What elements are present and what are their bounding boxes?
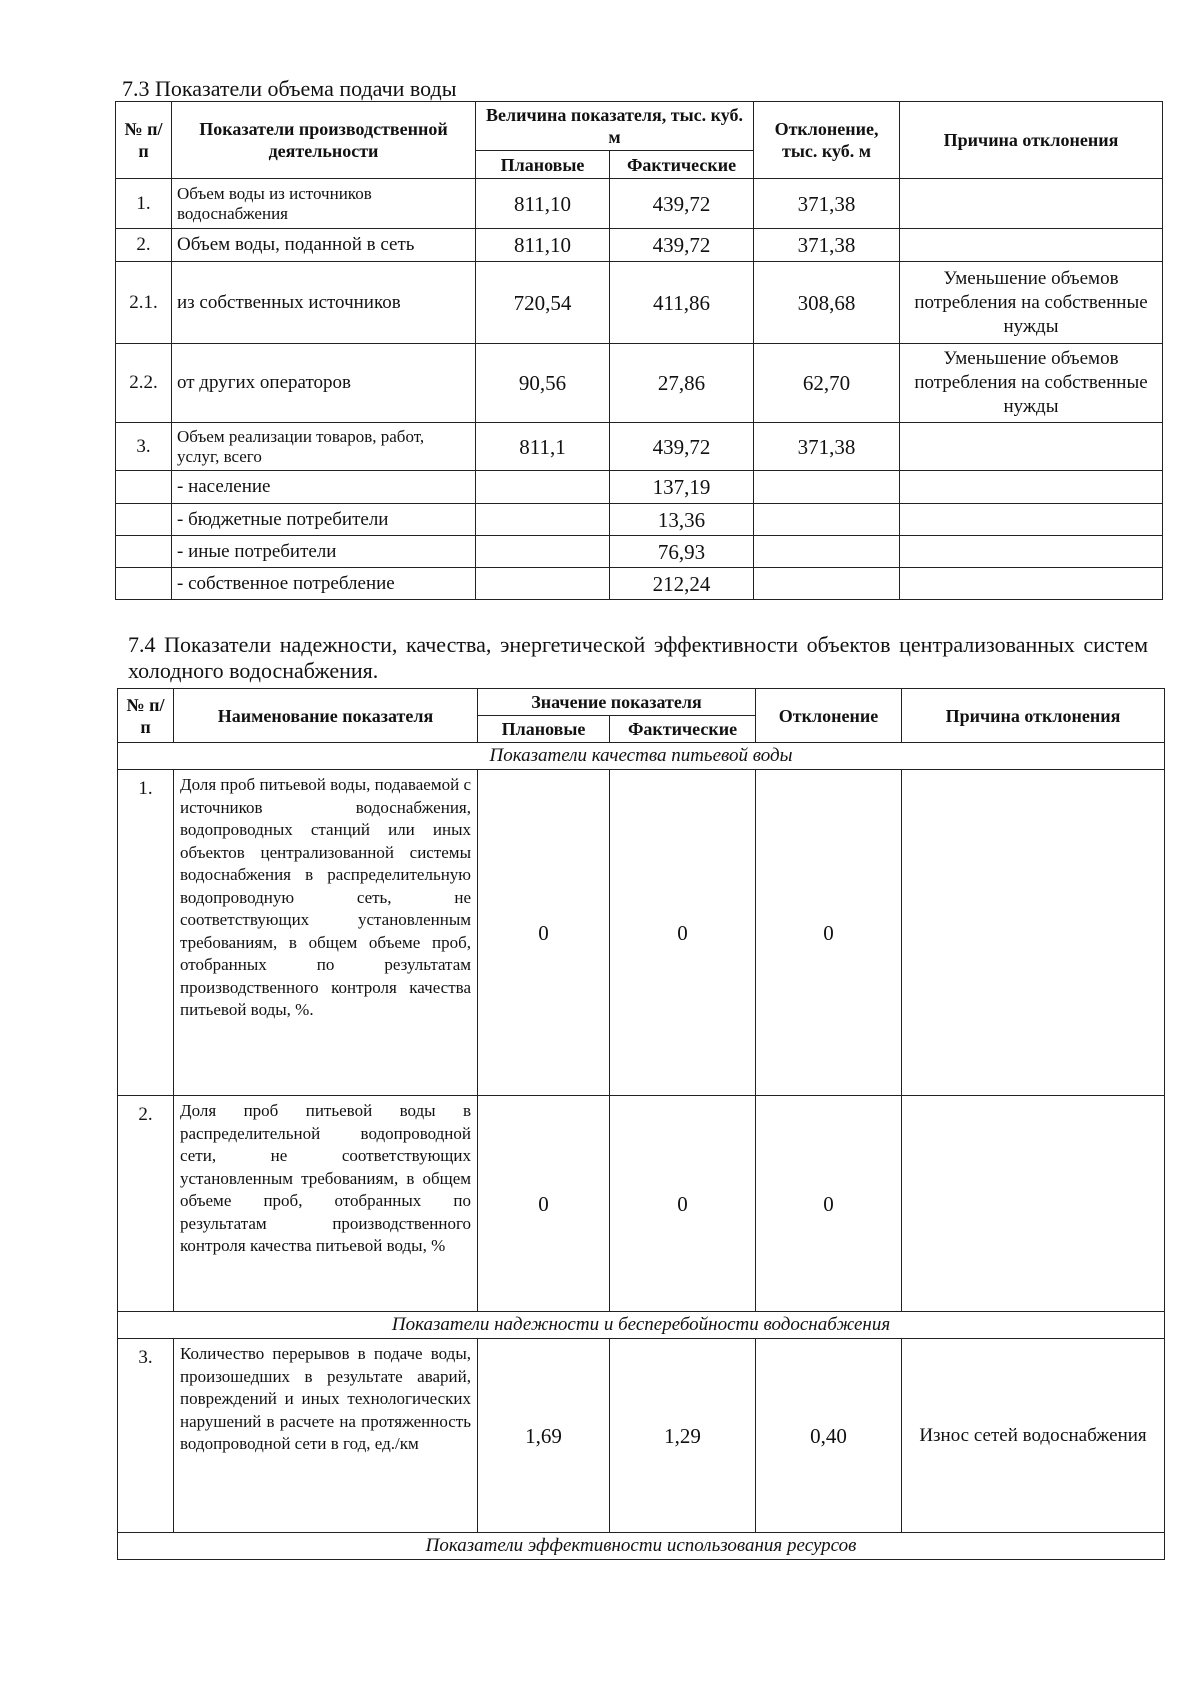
actual-value: 1,29 [610, 1339, 756, 1533]
reason-cell [900, 504, 1163, 536]
table-row [116, 471, 1163, 504]
actual-value: 0 [610, 1096, 756, 1312]
table-row [116, 229, 1163, 262]
header-num: № п/п [118, 689, 174, 743]
deviation-value [754, 504, 900, 536]
reason-cell [900, 536, 1163, 568]
planned-value [476, 568, 610, 600]
header-indicator: Показатели производственной деятельности [172, 102, 476, 179]
row-num: 2.2. [116, 344, 172, 423]
header-planned: Плановые [476, 151, 610, 179]
actual-value: 0 [610, 770, 756, 1096]
table-row [116, 262, 1163, 344]
reason-cell [902, 770, 1165, 1096]
deviation-value: 0,40 [756, 1339, 902, 1533]
deviation-value [754, 471, 900, 504]
table-row [118, 1339, 1165, 1533]
band-quality: Показатели качества питьевой воды [118, 743, 1165, 770]
row-name: из собственных источников [172, 262, 476, 344]
planned-value: 0 [478, 770, 610, 1096]
table-row [116, 344, 1163, 423]
header-reason: Причина отклонения [900, 102, 1163, 179]
deviation-value [754, 568, 900, 600]
planned-value [476, 504, 610, 536]
actual-value: 439,72 [610, 229, 754, 262]
header-deviation: Отклонение [756, 689, 902, 743]
section-7-4-title: 7.4 Показатели надежности, качества, энергетической эффективности объектов централизованных систем холодного водоснабжения. [128, 632, 1148, 683]
row-name: - иные потребители [172, 536, 476, 568]
actual-value: 27,86 [610, 344, 754, 423]
deviation-value: 0 [756, 1096, 902, 1312]
deviation-value [754, 536, 900, 568]
reason-cell [900, 423, 1163, 471]
row-num: 2.1. [116, 262, 172, 344]
header-planned: Плановые [478, 716, 610, 743]
table-row [118, 1096, 1165, 1312]
header-name: Наименование показателя [174, 689, 478, 743]
section-7-3-title: 7.3 Показатели объема подачи воды [122, 76, 457, 101]
band-efficiency: Показатели эффективности использования ресурсов [118, 1533, 1165, 1560]
row-num: 2. [116, 229, 172, 262]
planned-value: 811,10 [476, 229, 610, 262]
table-row [116, 423, 1163, 471]
reliability-quality-table [117, 688, 1165, 1560]
row-name: Доля проб питьевой воды в распределительной водопроводной сети, не соответствующих установленным требованиям, в общем объеме проб, отобранных по результатам производственного контроля качества питьевой воды, % [174, 1096, 478, 1312]
row-num [116, 471, 172, 504]
actual-value: 212,24 [610, 568, 754, 600]
planned-value: 720,54 [476, 262, 610, 344]
deviation-value: 371,38 [754, 423, 900, 471]
row-num [116, 536, 172, 568]
reason-cell [902, 1096, 1165, 1312]
deviation-value: 371,38 [754, 179, 900, 229]
planned-value: 811,10 [476, 179, 610, 229]
header-num: № п/п [116, 102, 172, 179]
actual-value: 411,86 [610, 262, 754, 344]
planned-value: 811,1 [476, 423, 610, 471]
reason-cell: Уменьшение объемов потребления на собственные нужды [900, 262, 1163, 344]
planned-value: 0 [478, 1096, 610, 1312]
reason-cell [900, 179, 1163, 229]
row-name: от других операторов [172, 344, 476, 423]
row-num: 2. [118, 1096, 174, 1312]
row-name: - собственное потребление [172, 568, 476, 600]
header-actual: Фактические [610, 716, 756, 743]
planned-value: 90,56 [476, 344, 610, 423]
deviation-value: 308,68 [754, 262, 900, 344]
planned-value: 1,69 [478, 1339, 610, 1533]
table-row [116, 536, 1163, 568]
table-row [116, 568, 1163, 600]
table-row [118, 770, 1165, 1096]
row-num: 1. [116, 179, 172, 229]
table-row [116, 179, 1163, 229]
row-name: Объем воды из источников водоснабжения [172, 179, 476, 229]
row-num: 3. [116, 423, 172, 471]
row-num [116, 568, 172, 600]
planned-value [476, 471, 610, 504]
row-name: Доля проб питьевой воды, подаваемой с источников водоснабжения, водопроводных станций или иных объектов централизованной системы водоснабжения в распределительную водопроводную сеть, не соответствующих установленным требованиям, в общем объеме проб, отобранных по результатам производственного контроля качества питьевой воды, %. [174, 770, 478, 1096]
row-num [116, 504, 172, 536]
header-value: Величина показателя, тыс. куб. м [476, 102, 754, 151]
water-supply-volume-table [115, 101, 1163, 600]
row-num: 3. [118, 1339, 174, 1533]
planned-value [476, 536, 610, 568]
header-actual: Фактические [610, 151, 754, 179]
row-name: Количество перерывов в подаче воды, произошедших в результате аварий, повреждений и иных технологических нарушений в расчете на протяженность водопроводной сети в год, ед./км [174, 1339, 478, 1533]
row-name: - население [172, 471, 476, 504]
header-reason: Причина отклонения [902, 689, 1165, 743]
reason-cell: Износ сетей водоснабжения [902, 1339, 1165, 1533]
actual-value: 76,93 [610, 536, 754, 568]
actual-value: 439,72 [610, 179, 754, 229]
reason-cell [900, 568, 1163, 600]
row-num: 1. [118, 770, 174, 1096]
actual-value: 439,72 [610, 423, 754, 471]
deviation-value: 371,38 [754, 229, 900, 262]
header-deviation: Отклонение, тыс. куб. м [754, 102, 900, 179]
deviation-value: 62,70 [754, 344, 900, 423]
deviation-value: 0 [756, 770, 902, 1096]
actual-value: 13,36 [610, 504, 754, 536]
table-row [116, 504, 1163, 536]
reason-cell: Уменьшение объемов потребления на собственные нужды [900, 344, 1163, 423]
row-name: Объем реализации товаров, работ, услуг, всего [172, 423, 476, 471]
reason-cell [900, 471, 1163, 504]
band-reliability: Показатели надежности и бесперебойности водоснабжения [118, 1312, 1165, 1339]
actual-value: 137,19 [610, 471, 754, 504]
reason-cell [900, 229, 1163, 262]
header-value: Значение показателя [478, 689, 756, 716]
row-name: Объем воды, поданной в сеть [172, 229, 476, 262]
row-name: - бюджетные потребители [172, 504, 476, 536]
